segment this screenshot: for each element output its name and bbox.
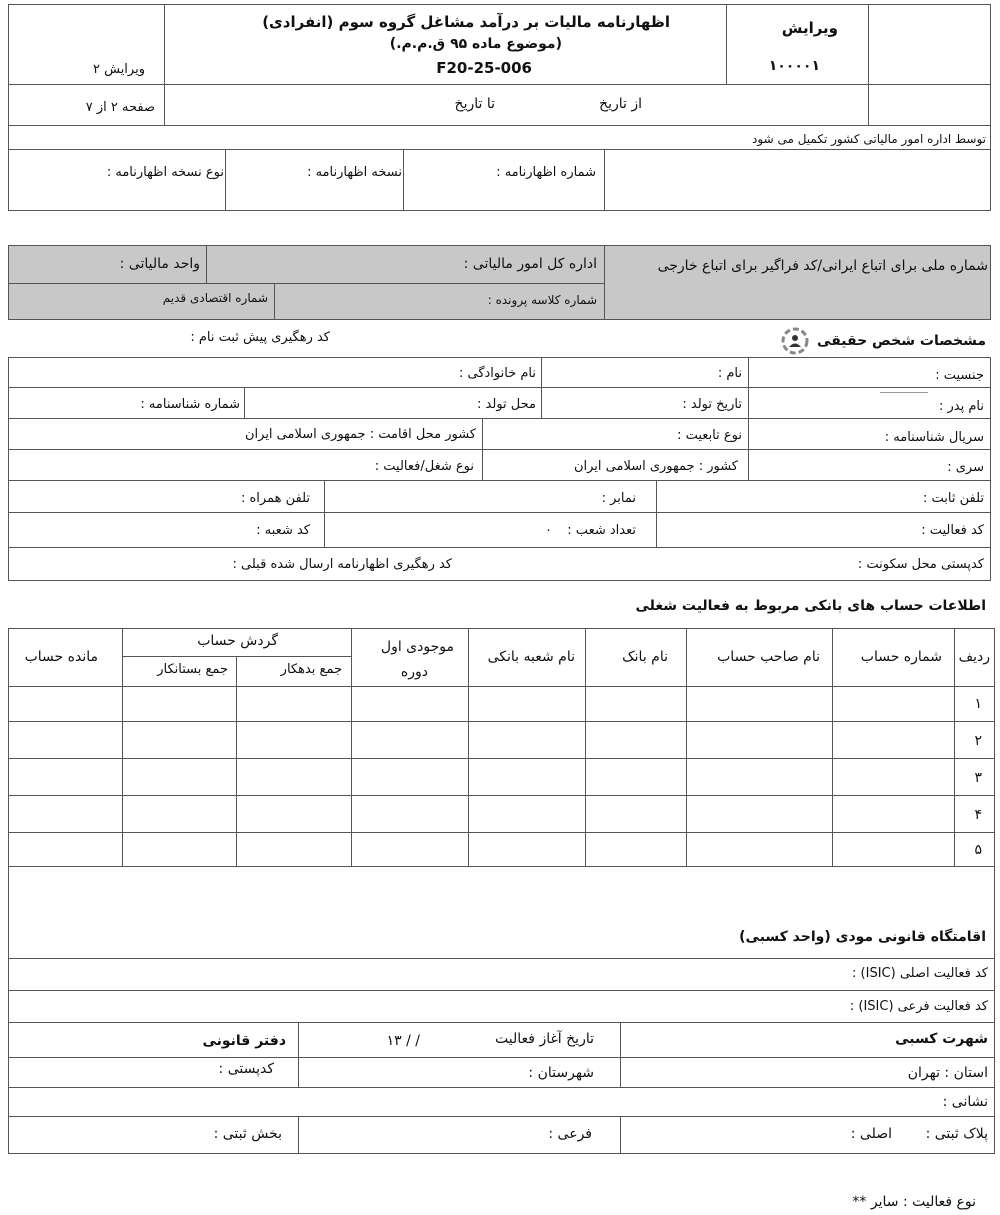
branch-code-label: کد شعبه : bbox=[256, 523, 310, 538]
birth-date-label: تاریخ تولد : bbox=[682, 397, 742, 412]
table-row-number: ۲ bbox=[974, 733, 982, 749]
id-serial-label: سریال شناسنامه : bbox=[884, 430, 984, 445]
col-opening-header-l2: دوره bbox=[400, 664, 428, 680]
address-label: نشانی : bbox=[942, 1094, 988, 1110]
table-row-number: ۴ bbox=[974, 807, 982, 823]
to-date-label: تا تاریخ bbox=[454, 96, 495, 112]
general-office-label: اداره کل امور مالیاتی : bbox=[463, 256, 597, 272]
col-balance-header: مانده حساب bbox=[24, 649, 98, 665]
activity-code-label: کد فعالیت : bbox=[921, 523, 984, 538]
plate-sub-label: فرعی : bbox=[548, 1126, 592, 1142]
table-row-number: ۵ bbox=[974, 842, 982, 858]
father-name-line bbox=[880, 392, 928, 393]
office-note: توسط اداره امور مالیاتی کشور تکمیل می شود bbox=[752, 132, 986, 146]
country-label: کشور : جمهوری اسلامی ایران bbox=[573, 459, 738, 474]
table-row-number: ۳ bbox=[974, 770, 982, 786]
branch-count-label: تعداد شعب : bbox=[567, 523, 636, 538]
father-name-label: نام پدر : bbox=[939, 399, 984, 414]
col-opening-header: موجودی اول bbox=[380, 639, 454, 655]
series-label: سری : bbox=[947, 460, 984, 475]
return-copy-type-label: نوع نسخه اظهارنامه : bbox=[106, 165, 224, 180]
return-copy-label: نسخه اظهارنامه : bbox=[307, 165, 402, 180]
birth-place-label: محل تولد : bbox=[477, 397, 536, 412]
from-date-label: از تاریخ bbox=[599, 96, 642, 112]
user-icon bbox=[780, 326, 810, 356]
col-owner-header: نام صاحب حساب bbox=[717, 649, 820, 665]
fax-label: نمابر : bbox=[601, 491, 636, 506]
edition-value: ۱۰۰۰۰۱ bbox=[768, 58, 820, 74]
city-label: شهرستان : bbox=[528, 1065, 594, 1081]
sub-isic-label: کد فعالیت فرعی (ISIC) : bbox=[849, 999, 988, 1014]
nationality-type-label: نوع تابعیت : bbox=[677, 428, 742, 443]
residence-country-label: کشور محل اقامت : جمهوری اسلامی ایران bbox=[244, 427, 476, 442]
file-class-label: شماره کلاسه پرونده : bbox=[487, 293, 597, 307]
activity-type-label: نوع فعالیت : سایر ** bbox=[852, 1194, 976, 1210]
plate-label: پلاک ثبتی : bbox=[925, 1126, 988, 1142]
page-info: صفحه ۲ از ۷ bbox=[85, 100, 155, 115]
name-label: نام : bbox=[717, 366, 742, 381]
legal-office-label: دفتر قانونی bbox=[202, 1033, 286, 1049]
legal-section-title: اقامتگاه قانونی مودی (واحد کسبی) bbox=[739, 929, 986, 945]
main-isic-label: کد فعالیت اصلی (ISIC) : bbox=[852, 966, 988, 981]
col-branch-header: نام شعبه بانکی bbox=[487, 649, 575, 665]
business-name-label: شهرت کسبی bbox=[895, 1031, 988, 1047]
branch-count-value: ۰ bbox=[545, 523, 552, 538]
family-name-label: نام خانوادگی : bbox=[458, 366, 536, 381]
col-bank-header: نام بانک bbox=[622, 649, 668, 665]
revision-label: ویرایش ۲ bbox=[93, 62, 145, 77]
form-title: اظهارنامه مالیات بر درآمد مشاغل گروه سوم (انفرادی) bbox=[262, 13, 670, 31]
plate-main-label: اصلی : bbox=[850, 1126, 892, 1142]
gender-label: جنسیت : bbox=[935, 368, 984, 383]
national-id-label: شماره ملی برای اتباع ایرانی/کد فراگیر برای اتباع خارجی bbox=[657, 258, 988, 274]
person-section-title: مشخصات شخص حقیقی bbox=[817, 333, 986, 349]
form-code: F20-25-006 bbox=[436, 59, 532, 77]
mobile-label: تلفن همراه : bbox=[240, 491, 310, 506]
phone-label: تلفن ثابت : bbox=[922, 491, 984, 506]
start-date-label: تاریخ آغاز فعالیت bbox=[495, 1031, 594, 1047]
bank-section-title: اطلاعات حساب های بانکی مربوط به فعالیت شغلی bbox=[635, 598, 986, 614]
return-number-label: شماره اظهارنامه : bbox=[496, 165, 596, 180]
residence-postal-label: کدپستی محل سکونت : bbox=[857, 557, 984, 572]
table-row-number: ۱ bbox=[974, 696, 982, 712]
postal-code-label: کدپستی : bbox=[218, 1061, 274, 1077]
job-type-label: نوع شغل/فعالیت : bbox=[374, 459, 474, 474]
form-subtitle: (موضوع ماده ۹۵ ق.م.م.) bbox=[389, 36, 562, 52]
col-debit-header: جمع بدهکار bbox=[280, 662, 342, 677]
reg-section-label: بخش ثبتی : bbox=[213, 1126, 282, 1142]
col-account-no-header: شماره حساب bbox=[860, 649, 942, 665]
col-row-header: ردیف bbox=[958, 649, 990, 665]
pre-reg-code-label: کد رهگیری پیش ثبت نام : bbox=[190, 330, 330, 345]
prev-tracking-label: کد رهگیری اظهارنامه ارسال شده قبلی : bbox=[232, 557, 452, 572]
id-number-label: شماره شناسنامه : bbox=[140, 397, 240, 412]
old-economic-no-label: شماره اقتصادی قدیم bbox=[162, 291, 268, 305]
province-label: استان : تهران bbox=[907, 1065, 988, 1081]
start-date-value: / / ۱۳ bbox=[386, 1033, 420, 1049]
tax-unit-label: واحد مالیاتی : bbox=[119, 256, 200, 272]
edition-label: ویرایش bbox=[781, 19, 838, 37]
col-turnover-header: گردش حساب bbox=[197, 633, 278, 649]
col-credit-header: جمع بستانکار bbox=[157, 662, 228, 677]
